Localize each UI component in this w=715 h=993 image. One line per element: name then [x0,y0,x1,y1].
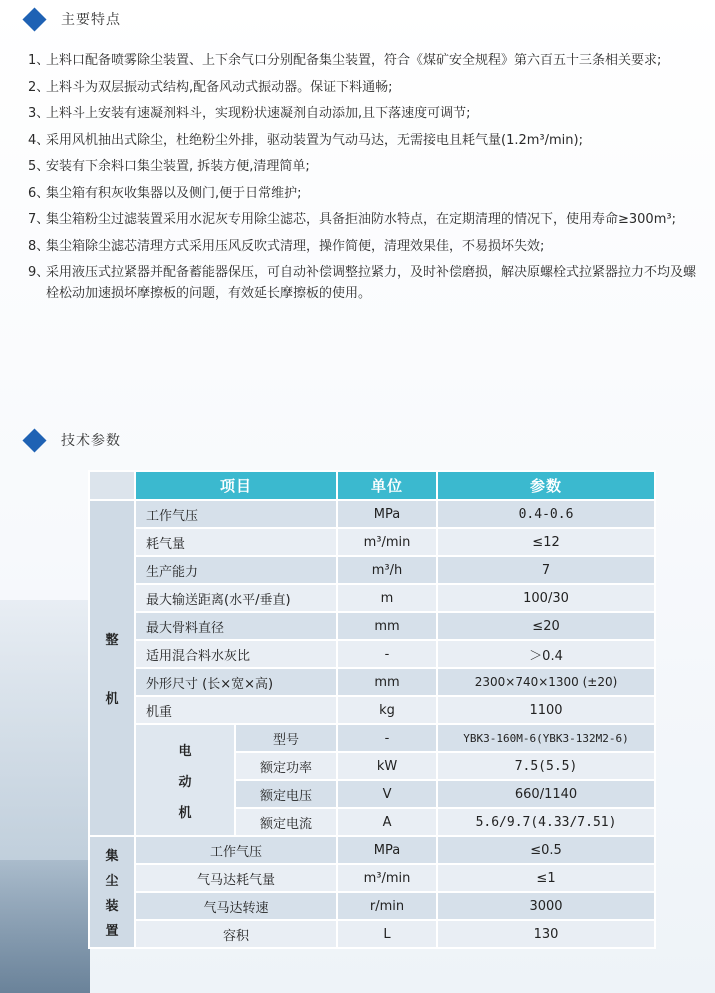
row-unit: m³/min [337,528,437,556]
feature-item: 8、 集尘箱除尘滤芯清理方式采用压风反吹式清理，操作简便，清理效果佳，不易损坏失效; [28,238,545,254]
feature-item: 6、 集尘箱有积灰收集器以及侧门,便于日常维护; [28,185,302,201]
row-value: 5.6/9.7(4.33/7.51) [437,808,655,836]
group-label-dust: 集 尘 装 置 [89,836,135,948]
row-unit: L [337,920,437,948]
feature-item: 2、 上料斗为双层振动式结构,配备风动式振动器。保证下料通畅; [28,79,393,95]
feature-item: 7、 集尘箱粉尘过滤装置采用水泥灰专用除尘滤芯，具备拒油防水特点，在定期清理的情况下，使用寿命≥300m³; [28,212,676,227]
row-value: ≤0.5 [437,836,655,864]
row-name: 容积 [135,920,337,948]
features-title: 主要特点 [61,12,121,28]
header-unit: 单位 [337,471,437,500]
row-value: 3000 [437,892,655,920]
header-item: 项目 [135,471,337,500]
features-list [22,50,702,310]
row-value: 7.5(5.5) [437,752,655,780]
table-row [89,612,655,640]
row-value: 0.4-0.6 [437,500,655,528]
row-unit: m³/min [337,864,437,892]
row-name: 额定电流 [235,808,337,836]
row-value: 100/30 [437,584,655,612]
row-value: YBK3-160M-6(YBK3-132M2-6) [437,724,655,752]
group-label-motor: 电 动 机 [135,724,235,836]
row-name: 额定功率 [235,752,337,780]
spec-title: 技术参数 [61,433,121,449]
table-row [89,696,655,724]
row-value: 2300×740×1300 (±20) [437,668,655,696]
row-value: ＞0.4 [437,640,655,668]
row-value: ≤20 [437,612,655,640]
spec-table [88,470,656,949]
row-name: 额定电压 [235,780,337,808]
row-name: 型号 [235,724,337,752]
row-name: 最大输送距离(水平/垂直) [135,584,337,612]
row-name: 生产能力 [135,556,337,584]
row-value: 130 [437,920,655,948]
row-value: 1100 [437,696,655,724]
row-name: 耗气量 [135,528,337,556]
feature-item: 4、 采用风机抽出式除尘，杜绝粉尘外排，驱动装置为气动马达，无需接电且耗气量(1.2m³/min); [28,132,583,148]
row-unit: MPa [337,500,437,528]
row-name: 工作气压 [135,836,337,864]
header-param: 参数 [437,471,655,500]
table-row [89,668,655,696]
table-row [89,500,655,528]
row-unit: V [337,780,437,808]
row-unit: A [337,808,437,836]
feature-item: 9、 采用液压式拉紧器并配备蓄能器保压，可自动补偿调整拉紧力，及时补偿磨损，解决原螺栓式拉紧器拉力不均及螺栓松动加速损坏摩擦板的问题，有效延长摩擦板的使用。 [28,265,697,301]
row-unit: m [337,584,437,612]
row-name: 工作气压 [135,500,337,528]
row-unit: mm [337,612,437,640]
diamond-bullet-icon [22,428,46,452]
table-row [89,864,655,892]
row-unit: - [337,724,437,752]
feature-item: 5、 安装有下余料口集尘装置, 拆装方便,清理简单; [28,159,310,174]
row-value: ≤1 [437,864,655,892]
background-photo-dark [0,860,90,993]
group-label-machine: 整 机 [89,500,135,836]
table-header-row [89,471,655,500]
row-value: 7 [437,556,655,584]
table-row [89,640,655,668]
table-row [89,836,655,864]
row-name: 机重 [135,696,337,724]
row-name: 外形尺寸 (长×宽×高) [135,668,337,696]
row-unit: MPa [337,836,437,864]
row-value: ≤12 [437,528,655,556]
feature-item: 3、 上料斗上安装有速凝剂料斗，实现粉状速凝剂自动添加,且下落速度可调节; [28,106,471,121]
header-corner [89,471,135,500]
row-name: 气马达转速 [135,892,337,920]
row-unit: m³/h [337,556,437,584]
table-row [89,724,655,752]
table-row [89,528,655,556]
table-row [89,920,655,948]
row-unit: r/min [337,892,437,920]
row-unit: kg [337,696,437,724]
row-unit: kW [337,752,437,780]
row-name: 最大骨料直径 [135,612,337,640]
row-name: 适用混合料水灰比 [135,640,337,668]
diamond-bullet-icon [22,7,46,31]
feature-item: 1、 上料口配备喷雾除尘装置、上下余气口分别配备集尘装置，符合《煤矿安全规程》第六百五十三条相关要求; [28,53,662,68]
table-row [89,892,655,920]
features-header [22,9,121,29]
table-row [89,584,655,612]
row-unit: - [337,640,437,668]
row-value: 660/1140 [437,780,655,808]
spec-header [22,430,121,450]
row-unit: mm [337,668,437,696]
table-row [89,556,655,584]
row-name: 气马达耗气量 [135,864,337,892]
